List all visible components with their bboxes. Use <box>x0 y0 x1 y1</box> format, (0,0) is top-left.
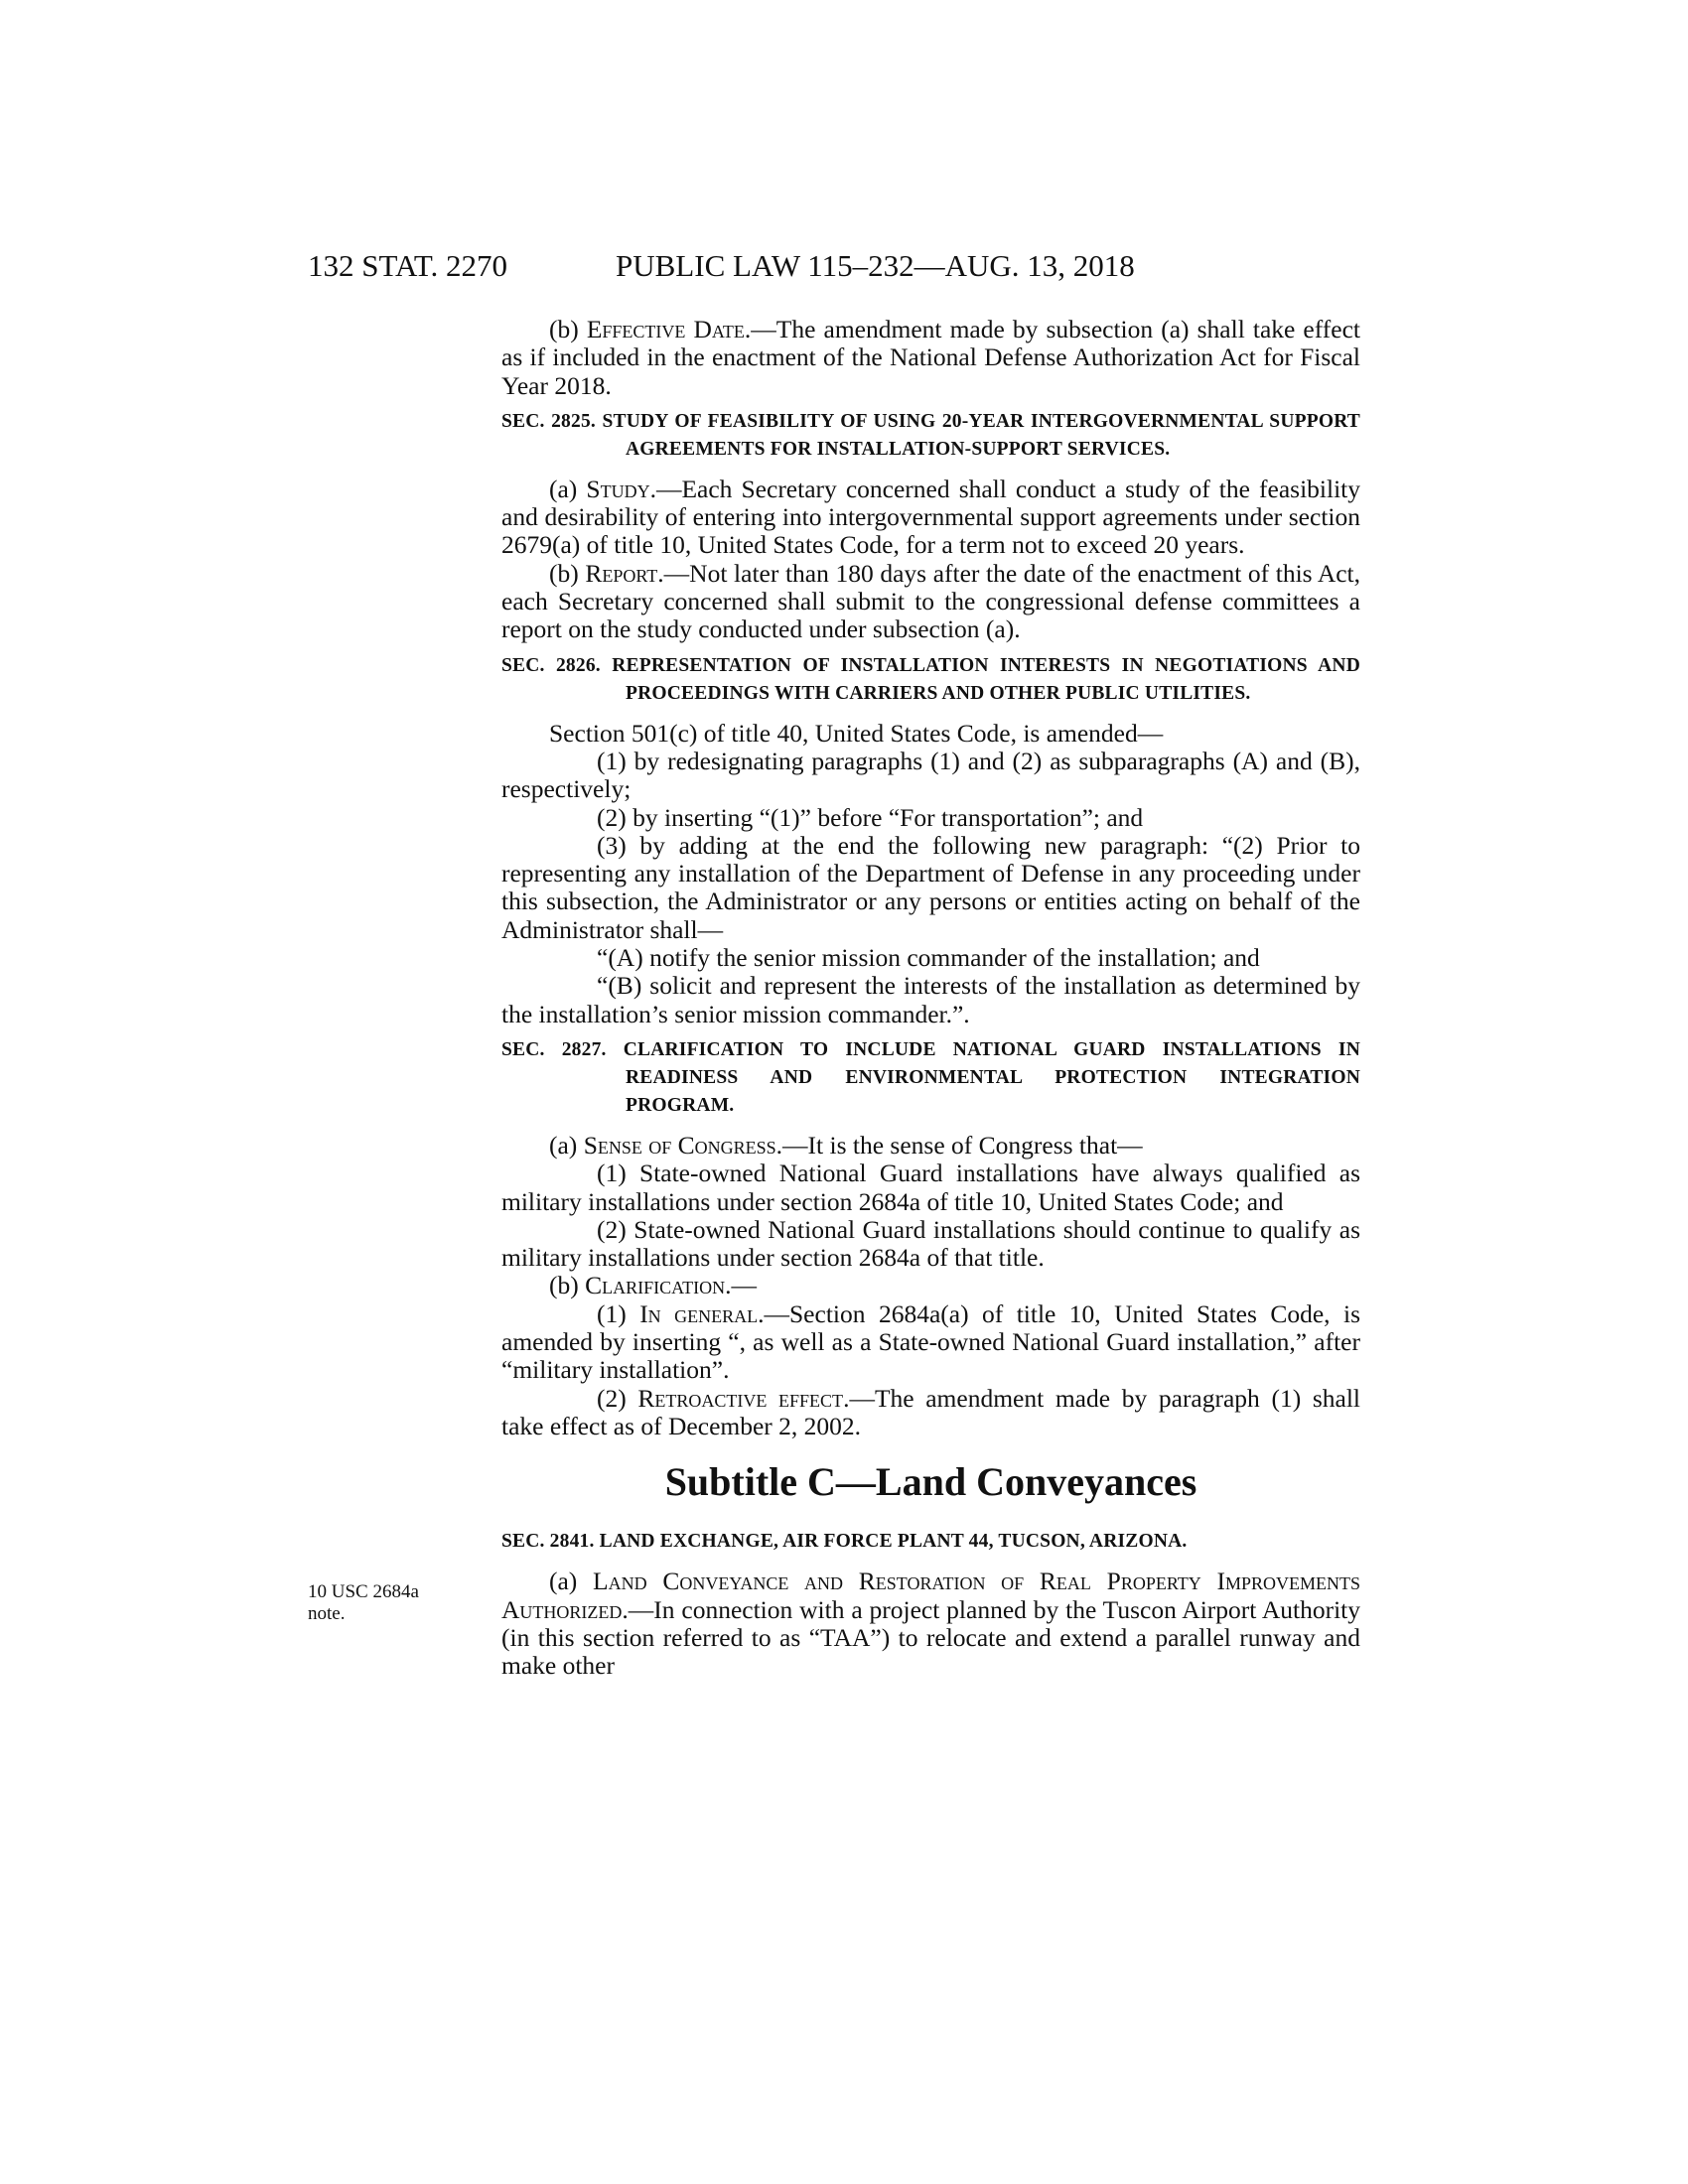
running-head: PUBLIC LAW 115–232—AUG. 13, 2018 <box>616 248 1135 283</box>
page-header <box>308 248 1360 288</box>
paragraph-2827-a1: (1) State-owned National Guard installations have always qualified as military installations under section 2684a of title 10, United States Code; and <box>501 1159 1360 1216</box>
para-text: .— <box>725 1271 757 1300</box>
para-text: .—The amendment made by paragraph (1) shall take effect as of December 2, 2002. <box>501 1383 1361 1440</box>
paragraph-2827-a2: (2) State-owned National Guard installations should continue to qualify as military installations under section 2684a of that title. <box>501 1214 1360 1273</box>
paragraph-2826-2: (2) by inserting “(1)” before “For transportation”; and <box>597 802 1144 832</box>
para-heading: Land Conveyance and Restoration of Real Property Improvements Authorized <box>501 1567 1360 1624</box>
para-label: (b) <box>549 1271 586 1300</box>
paragraph-2825-a <box>501 476 1360 560</box>
section-heading-2827: SEC. 2827. CLARIFICATION TO INCLUDE NATIONAL GUARD INSTALLATIONS IN READINESS AND ENVIRONMENTAL PROTECTION INTEGRATION PROGRAM. <box>501 1038 1360 1116</box>
para-text: .—Not later than 180 days after the date of the enactment of this Act, each Secretary concerned shall submit to the congressional defense committees a report on the study conducted under subsection (a). <box>501 558 1361 644</box>
para-label: (2) <box>597 1383 638 1413</box>
margin-note-line-2: note. <box>308 1603 346 1624</box>
para-text: .—In connection with a project planned by the Tuscon Airport Authority (in this section referred to as “TAA”) to relocate and extend a parallel runway and make other <box>501 1594 1360 1681</box>
para-heading: Report <box>585 558 658 588</box>
paragraph-2826-3: (3) by adding at the end the following new paragraph: “(2) Prior to representing any installation of the Department of Defense in any proceeding under this subsection, the Administrator or any persons or entities acting on behalf of the Administrator shall— <box>501 830 1360 944</box>
paragraph-2827-b <box>501 1272 1360 1299</box>
margin-note-line-1: 10 USC 2684a <box>308 1581 419 1602</box>
para-label: (a) <box>549 474 587 503</box>
paragraph-2826-A: “(A) notify the senior mission commander of the installation; and <box>597 943 1260 973</box>
paragraph-2825-b <box>501 560 1360 644</box>
section-heading-2841: SEC. 2841. LAND EXCHANGE, AIR FORCE PLANT 44, TUCSON, ARIZONA. <box>501 1531 1188 1553</box>
para-label: (1) <box>597 1298 640 1328</box>
para-heading: Retroactive effect <box>637 1383 844 1413</box>
section-heading-2825: SEC. 2825. STUDY OF FEASIBILITY OF USING 20-YEAR INTERGOVERNMENTAL SUPPORT AGREEMENTS FOR INSTALLATION-SUPPORT SERVICES. <box>501 410 1360 460</box>
para-label: (b) <box>549 558 586 588</box>
para-label: (a) <box>549 1567 594 1596</box>
subtitle-heading: Subtitle C—Land Conveyances <box>664 1459 1197 1505</box>
paragraph-2827-b1 <box>501 1300 1360 1385</box>
paragraph-2827-b2 <box>501 1385 1360 1441</box>
para-label: (b) <box>549 315 587 343</box>
para-heading: Clarification <box>585 1271 726 1300</box>
section-heading-2826: SEC. 2826. REPRESENTATION OF INSTALLATION INTERESTS IN NEGOTIATIONS AND PROCEEDINGS WITH CARRIERS AND OTHER PUBLIC UTILITIES. <box>501 654 1360 704</box>
para-text: .—Each Secretary concerned shall conduct a study of the feasibility and desirability of entering into intergovernmental support agreements under section 2679(a) of title 10, United States Code, for a term not to exceed 20 years. <box>501 474 1360 560</box>
para-heading: Effective Date <box>586 315 745 343</box>
para-heading: Sense of Congress <box>583 1130 776 1160</box>
paragraph-2826-B: “(B) solicit and represent the interests of the installation as determined by the installation’s senior mission commander.”. <box>501 971 1360 1028</box>
para-text: .—The amendment made by subsection (a) shall take effect as if included in the enactment of the National Defense Authorization Act for Fiscal Year 2018. <box>501 315 1360 400</box>
para-heading: Study <box>586 474 650 503</box>
para-heading: In general <box>639 1298 759 1328</box>
paragraph-2826-intro: Section 501(c) of title 40, United States Code, is amended— <box>549 718 1164 748</box>
para-text: .—It is the sense of Congress that— <box>775 1130 1143 1160</box>
paragraph-2841-a <box>501 1568 1360 1680</box>
paragraph-2826-1: (1) by redesignating paragraphs (1) and (2) as subparagraphs (A) and (B), respectively; <box>501 746 1360 804</box>
statute-page-number: 132 STAT. 2270 <box>308 248 508 283</box>
paragraph-effective-date <box>501 316 1360 400</box>
paragraph-2827-a <box>501 1132 1360 1160</box>
document-body <box>501 316 1360 1680</box>
para-text: .—Section 2684a(a) of title 10, United States Code, is amended by inserting “, as well as a State-owned National Guard installation,” after “military installation”. <box>501 1298 1361 1385</box>
para-label: (a) <box>549 1130 584 1160</box>
margin-note <box>308 1581 467 1625</box>
